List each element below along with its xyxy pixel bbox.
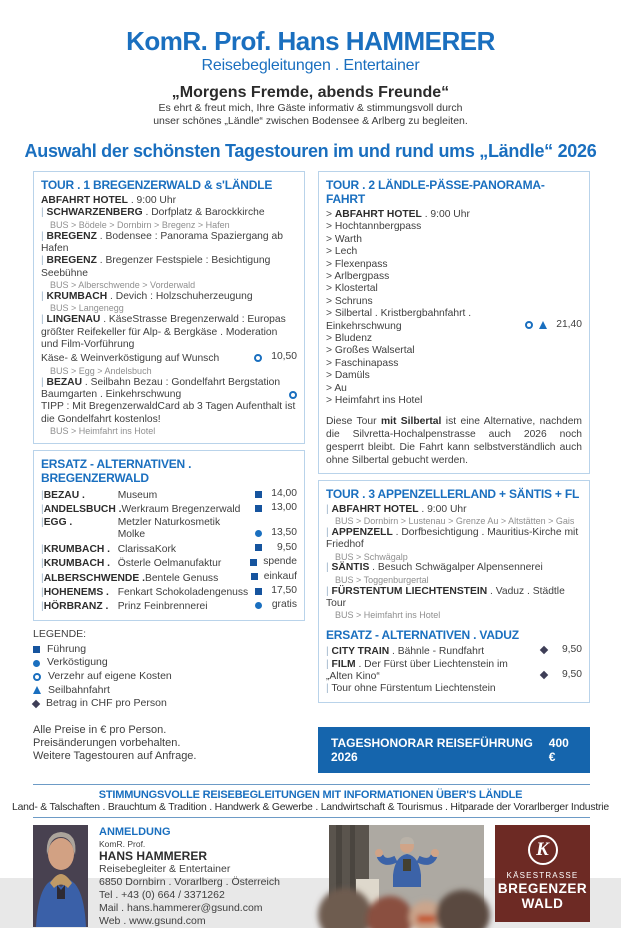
item-bar: |: [326, 562, 332, 574]
triangle-icon: [539, 321, 547, 329]
tour-stop-text: | LINGENAU . KäseStrasse Bregenzerwald : Europas größter Reifekeller für Alp- & Bergkäse . Moderation und Film-Vorführung: [41, 314, 286, 351]
item-arrow: >: [326, 308, 335, 320]
price-value: 10,50: [271, 351, 297, 363]
place-name: CITY TRAIN: [331, 646, 390, 658]
place-name: APPENZELL: [331, 526, 393, 538]
price-value: gratis: [271, 599, 297, 611]
diamond-icon: [32, 700, 40, 708]
dot-icon: [254, 354, 262, 362]
alternative-row: [41, 585, 297, 599]
price-note-line: Weitere Tagestouren auf Anfrage.: [33, 750, 197, 763]
row-markers: [249, 599, 297, 613]
contact-address: 6850 Dornbirn . Vorarlberg . Österreich: [99, 875, 280, 888]
ersatz-bregenzerwald-title: ERSATZ - ALTERNATIVEN . BREGENZERWALD: [41, 457, 192, 486]
divider-bottom: [33, 817, 590, 818]
contact-mail[interactable]: Mail . hans.hammerer@gsund.com: [99, 901, 263, 914]
legend-item: [33, 670, 305, 684]
circle-icon: [33, 660, 40, 667]
row-markers: [245, 571, 297, 585]
tour-stop-row: [326, 395, 582, 407]
square-icon: [251, 573, 258, 580]
alternative-row: [41, 488, 297, 502]
dot-icon: [289, 391, 297, 399]
tour-stop-text: | ABFAHRT HOTEL . 9:00 Uhr: [326, 503, 467, 515]
legend-label: Verzehr auf eigene Kosten: [48, 669, 172, 682]
portrait-photo-image: [33, 825, 88, 927]
tour-stop-row: [326, 527, 582, 552]
item-arrow: >: [326, 258, 335, 270]
item-arrow: >: [326, 209, 335, 220]
item-arrow: >: [326, 370, 335, 382]
tour-stop-row: [326, 358, 582, 370]
tour-note: [326, 415, 582, 467]
row-markers: [249, 585, 297, 599]
tour-stop-row: [326, 221, 582, 233]
tour-stop-row: [326, 271, 582, 283]
footer: [33, 825, 590, 928]
bus-route-line: BUS > Heimfahrt ins Hotel: [50, 426, 156, 437]
circle-icon: [255, 602, 262, 609]
intro-line-1: Es ehrt & freut mich, Ihre Gäste informativ & stimmungsvoll durch: [158, 102, 463, 114]
logo-text-kaesestrasse: KÄSESTRASSE: [506, 871, 579, 881]
row-markers: [535, 644, 582, 658]
tour-stop-text: | HÖRBRANZ . Prinz Feinbrennerei: [41, 601, 208, 613]
tour-stop-text: > Au: [326, 382, 347, 394]
price-value: 21,40: [556, 318, 582, 330]
tour-stop-text: > Großes Walsertal: [326, 345, 415, 357]
legend-label: Seilbahnfahrt: [48, 683, 110, 696]
row-markers: [249, 488, 297, 502]
tour-stop-row: [41, 291, 297, 303]
tour-stop-text: | EGG . Metzler Naturkosmetik Molke: [41, 516, 221, 541]
honorar-label: TAGESHONORAR REISEFÜHRUNG 2026: [331, 735, 533, 764]
price-value: spende: [263, 556, 297, 568]
tour-stop-text: | ANDELSBUCH . Werkraum Bregenzerwald: [41, 504, 241, 516]
square-icon: [255, 505, 262, 512]
tour-stop-row: [326, 370, 582, 382]
tour-stop-text: > Bludenz: [326, 333, 373, 345]
alternative-row: [41, 599, 297, 613]
price-value: 9,50: [276, 541, 297, 553]
portrait-photo: [33, 825, 88, 927]
place-name: LINGENAU: [46, 314, 101, 326]
place-name: ABFAHRT HOTEL: [41, 195, 128, 206]
tour-1-title: TOUR . 1 BREGENZERWALD & s'LÄNDLE: [41, 178, 273, 192]
tour-stop-row: [41, 195, 297, 207]
diamond-icon: [540, 646, 548, 654]
place-name: BREGENZ: [46, 230, 97, 242]
tour-stop-row: [326, 246, 582, 258]
legend-item: [33, 697, 305, 711]
contact-tel[interactable]: Tel . +43 (0) 664 / 3371262: [99, 888, 225, 901]
tour-stop-text: | Tour ohne Fürstentum Liechtenstein: [326, 683, 496, 695]
place-name: HOHENEMS .: [43, 586, 109, 598]
tour-stop-row: [326, 296, 582, 308]
tour-stop-row: [326, 683, 582, 695]
tour-stop-text: | SÄNTIS . Besuch Schwägalper Alpensennerei: [326, 562, 543, 574]
place-name: ABFAHRT HOTEL: [331, 503, 419, 515]
place-name: SCHWARZENBERG: [46, 207, 143, 219]
row-markers: [249, 502, 297, 516]
legend: [33, 628, 305, 711]
tour-stop-row: [326, 308, 582, 333]
tour-stop-text: | BEZAU . Museum: [41, 490, 158, 502]
place-name: HÖRBRANZ .: [43, 601, 109, 613]
legend-label: Führung: [47, 642, 87, 655]
item-bar: |: [41, 558, 44, 570]
tour-stop-row: [41, 377, 297, 402]
place-name: BREGENZ: [46, 255, 97, 267]
price-value: 13,00: [271, 502, 297, 514]
item-bar: |: [41, 490, 44, 502]
row-markers: [249, 527, 297, 541]
item-bar: |: [41, 543, 44, 555]
item-arrow: >: [326, 221, 335, 233]
alternative-row: [41, 556, 297, 570]
ersatz-subheading: ERSATZ - ALTERNATIVEN . VADUZ: [326, 628, 519, 643]
contact-web[interactable]: Web . www.gsund.com: [99, 914, 206, 927]
item-bar: |: [41, 516, 44, 528]
row-markers: [249, 542, 297, 556]
tour-columns: [33, 171, 590, 773]
contact-pre: KomR. Prof.: [99, 838, 146, 849]
tour-stop-text: | HOHENEMS . Fenkart Schokoladengenuss: [41, 586, 249, 598]
place-name: SÄNTIS: [331, 562, 370, 574]
tour-stop-row: [326, 504, 582, 516]
tour-stop-text: > Arlbergpass: [326, 271, 390, 283]
tour-stop-row: [326, 209, 582, 221]
person-subtitle: Reisebegleitungen . Entertainer: [201, 57, 420, 74]
tour-note-part: Diese Tour: [326, 415, 381, 427]
header: [0, 0, 621, 128]
price-value: 9,50: [561, 644, 582, 656]
tour-stop-text: > Heimfahrt ins Hotel: [326, 395, 423, 407]
tour-stop-text: | APPENZELL . Dorfbesichtigung . Mauritius-Kirche mit Friedhof: [326, 526, 579, 551]
tour-stop-text: > ABFAHRT HOTEL . 9:00 Uhr: [326, 209, 470, 220]
logo-text-bregenzer: BREGENZER: [497, 881, 588, 897]
tour-stop-text: > Klostertal: [326, 283, 378, 295]
place-name: FÜRSTENTUM LIECHTENSTEIN: [331, 585, 488, 597]
logo-k-icon: K: [528, 835, 558, 865]
ersatz-bregenzerwald-box: [33, 450, 305, 621]
ersatz-bregenzerwald-body: [41, 488, 297, 614]
legend-item: [33, 643, 305, 657]
bus-route-line: BUS > Heimfahrt ins Hotel: [335, 610, 441, 621]
tour-note-part: mit Silbertal: [380, 415, 442, 427]
tour-2-title: TOUR . 2 LÄNDLE-PÄSSE-PANORAMA-FAHRT: [326, 178, 545, 206]
tour-stop-text: > Hochtannbergpass: [326, 221, 422, 233]
tour-stop-row: [326, 283, 582, 295]
item-bar: |: [41, 314, 47, 326]
item-bar: |: [326, 503, 332, 515]
row-markers: [535, 669, 582, 683]
tour-stop-text: | BREGENZ . Bregenzer Festspiele : Besichtigung Seebühne: [41, 255, 271, 279]
item-bar: |: [41, 572, 44, 584]
legend-label: Betrag in CHF pro Person: [46, 697, 167, 710]
tour-1-box: [33, 171, 305, 444]
place-name: ABFAHRT HOTEL: [334, 209, 422, 220]
tour-stop-row: [326, 562, 582, 574]
price-value: 14,00: [271, 488, 297, 500]
tour-stop-row: [326, 586, 582, 611]
item-bar: |: [326, 585, 332, 597]
item-arrow: >: [326, 333, 335, 345]
dot-icon: [33, 673, 41, 681]
bus-route-line: BUS > Bödele > Dornbirn > Bregenz > Hafen: [50, 219, 230, 230]
row-markers: [244, 556, 297, 570]
right-column: [318, 171, 590, 773]
alternative-row: [41, 542, 297, 556]
tour-stop-row: [326, 659, 582, 684]
logo-text-wald: WALD: [521, 896, 564, 912]
bus-route-line: BUS > Alberschwende > Vorderwald: [50, 280, 196, 291]
tour-stop-text: | FILM . Der Fürst über Liechtenstein im „Alten Kino“: [326, 658, 508, 682]
legend-title: LEGENDE:: [33, 627, 87, 640]
tour-stop-text: | KRUMBACH . ClarissaKork: [41, 543, 177, 555]
tour-2-box: [318, 171, 590, 474]
tour-stop-row: [41, 314, 297, 351]
alternative-row: [41, 517, 297, 542]
tour-stop-text: > Schruns: [326, 295, 373, 307]
tour-stop-text: | CITY TRAIN . Bähnle - Rundfahrt: [326, 646, 485, 658]
tour-stop-row: [326, 345, 582, 357]
tour-stop-text: ABFAHRT HOTEL . 9:00 Uhr: [41, 195, 177, 206]
tour-note-part: ist eine Alternative, nachdem die Silvretta-Hochalpenstrasse auch 2026 noch gesperrt bleibt. Die Fahrt kann selbstverständlich auch ohne Silbertal gebucht werden.: [326, 415, 582, 466]
bus-route-line: BUS > Egg > Andelsbuch: [50, 365, 152, 376]
bus-route-line: BUS > Schwägalp: [335, 551, 408, 562]
kaesestrasse-logo: [495, 825, 590, 922]
square-icon: [255, 588, 262, 595]
tour-stop-row: [41, 231, 297, 256]
place-name: BEZAU .: [43, 490, 85, 502]
bus-route-line: BUS > Langenegg: [50, 303, 124, 314]
circle-icon: [255, 530, 262, 537]
dot-icon: [525, 321, 533, 329]
place-name: EGG .: [43, 516, 73, 528]
tour-stop-text: Käse- & Weinverköstigung auf Wunsch: [41, 353, 220, 365]
item-bar: |: [41, 291, 47, 303]
tour-stop-text: | BREGENZ . Bodensee : Panorama Spaziergang ab Hafen: [41, 230, 283, 255]
tour-stop-row: [41, 207, 297, 219]
price-note-line: Alle Preise in € pro Person.: [33, 723, 167, 736]
row-markers: [248, 351, 297, 365]
page-title: Auswahl der schönsten Tagestouren im und rund ums „Ländle“ 2026: [24, 141, 597, 161]
tour-stop-text: > Faschinapass: [326, 357, 399, 369]
divider-top: [33, 784, 590, 785]
item-arrow: >: [326, 395, 335, 407]
item-arrow: >: [326, 382, 335, 394]
banner-subline: Land- & Talschaften . Brauchtum & Tradition . Handwerk & Gewerbe . Landwirtschaft & Tourismus . Hitparade der Vorarlberger Industrie: [12, 801, 609, 813]
item-bar: |: [41, 586, 44, 598]
tour-3-title: TOUR . 3 APPENZELLERLAND + SÄNTIS + FL: [326, 486, 580, 501]
bus-route-line: BUS > Dornbirn > Lustenau > Grenze Au > Altstätten > Gais: [335, 515, 575, 526]
tour-stop-row: [326, 333, 582, 345]
place-name: KRUMBACH: [46, 291, 108, 303]
tour-2-body: [326, 209, 582, 467]
item-bar: |: [41, 255, 47, 267]
alternative-row: [41, 502, 297, 516]
row-markers: [519, 319, 582, 333]
square-icon: [250, 559, 257, 566]
square-icon: [33, 646, 40, 653]
item-bar: |: [326, 646, 332, 658]
legend-items: [33, 643, 305, 711]
honorar-banner: [318, 727, 590, 773]
square-icon: [255, 491, 262, 498]
tour-stop-text: | ALBERSCHWENDE . Bentele Genuss: [41, 572, 219, 584]
item-bar: |: [41, 230, 47, 242]
tour-stop-text: | FÜRSTENTUM LIECHTENSTEIN . Vaduz . Städtle Tour: [326, 585, 565, 609]
tour-stop-text: > Silbertal . Kristbergbahnfahrt . Einkehrschwung: [326, 308, 472, 332]
item-bar: |: [326, 683, 332, 695]
tour-stop-row: [326, 234, 582, 246]
price-value: 17,50: [271, 584, 297, 596]
item-arrow: >: [326, 283, 335, 295]
tour-1-body: [41, 195, 297, 437]
price-value: 13,50: [271, 527, 297, 539]
item-arrow: >: [326, 357, 335, 369]
item-bar: |: [41, 207, 47, 219]
intro-line-2: unser schönes „Ländle“ zwischen Bodensee & Arlberg zu begleiten.: [153, 115, 468, 127]
tour-stop-text: > Flexenpass: [326, 258, 388, 270]
item-bar: |: [41, 601, 44, 613]
tour-stop-row: [326, 259, 582, 271]
diamond-icon: [540, 671, 548, 679]
contact-role: Reisebegleiter & Entertainer: [99, 862, 231, 875]
item-arrow: >: [326, 345, 335, 357]
tour-stop-text: | BEZAU . Seilbahn Bezau : Gondelfahrt Bergstation Baumgarten . Einkehrschwung: [41, 376, 281, 401]
tour-stop-row: [326, 644, 582, 658]
item-bar: |: [41, 504, 44, 516]
alternative-row: [41, 571, 297, 585]
price-notes: [33, 724, 305, 764]
tour-3-body: [326, 504, 582, 696]
price-note-line: Preisänderungen vorbehalten.: [33, 736, 181, 749]
speaker-photo: [329, 825, 484, 922]
price-value: 9,50: [561, 668, 582, 680]
left-column: [33, 171, 305, 763]
bus-route-line: BUS > Toggenburgertal: [335, 574, 429, 585]
triangle-icon: [33, 686, 41, 694]
speaker-photo-image: [329, 825, 484, 922]
tour-3-box: [318, 480, 590, 703]
tour-stop-row: [326, 383, 582, 395]
tour-stop-row: [41, 401, 297, 426]
place-name: BEZAU: [46, 376, 83, 388]
contact-heading: ANMELDUNG: [99, 825, 171, 838]
tour-stop-text: TIPP : Mit BregenzerwaldCard ab 3 Tagen Aufenthalt ist die Gondelfahrt kostenlos!: [41, 401, 296, 425]
item-bar: |: [41, 376, 47, 388]
contact-block: [99, 825, 318, 928]
legend-item: [33, 656, 305, 670]
price-value: einkauf: [263, 570, 297, 582]
legend-label: Verköstigung: [47, 656, 108, 669]
motto: „Morgens Fremde, abends Freunde“: [171, 84, 450, 101]
place-name: ANDELSBUCH .: [43, 504, 122, 516]
tour-stop-text: > Warth: [326, 233, 362, 245]
tour-stop-row: [41, 351, 297, 365]
place-name: ALBERSCHWENDE .: [43, 572, 145, 584]
item-arrow: >: [326, 295, 335, 307]
tour-stop-row: [41, 255, 297, 280]
honorar-value: 400 €: [548, 735, 569, 764]
tour-stop-text: | KRUMBACH . Österle Oelmanufaktur: [41, 558, 222, 570]
legend-item: [33, 684, 305, 698]
tour-stop-text: | SCHWARZENBERG . Dorfplatz & Barockkirche: [41, 207, 265, 219]
tour-stop-text: > Lech: [326, 246, 358, 258]
contact-name: HANS HAMMERER: [99, 848, 207, 863]
item-bar: |: [326, 658, 332, 670]
item-arrow: >: [326, 271, 335, 283]
place-name: KRUMBACH .: [43, 543, 111, 555]
square-icon: [255, 544, 262, 551]
item-arrow: >: [326, 246, 335, 258]
banner-headline: STIMMUNGSVOLLE REISEBEGLEITUNGEN MIT INFORMATIONEN ÜBER'S LÄNDLE: [98, 788, 523, 801]
row-markers: [283, 391, 297, 401]
item-bar: |: [326, 526, 332, 538]
person-name: KomR. Prof. Hans HAMMERER: [126, 26, 495, 56]
tour-stop-text: | KRUMBACH . Devich : Holzschuherzeugung: [41, 291, 253, 303]
item-arrow: >: [326, 233, 335, 245]
place-name: KRUMBACH .: [43, 558, 111, 570]
tour-stop-text: > Damüls: [326, 370, 370, 382]
place-name: FILM: [331, 658, 356, 670]
